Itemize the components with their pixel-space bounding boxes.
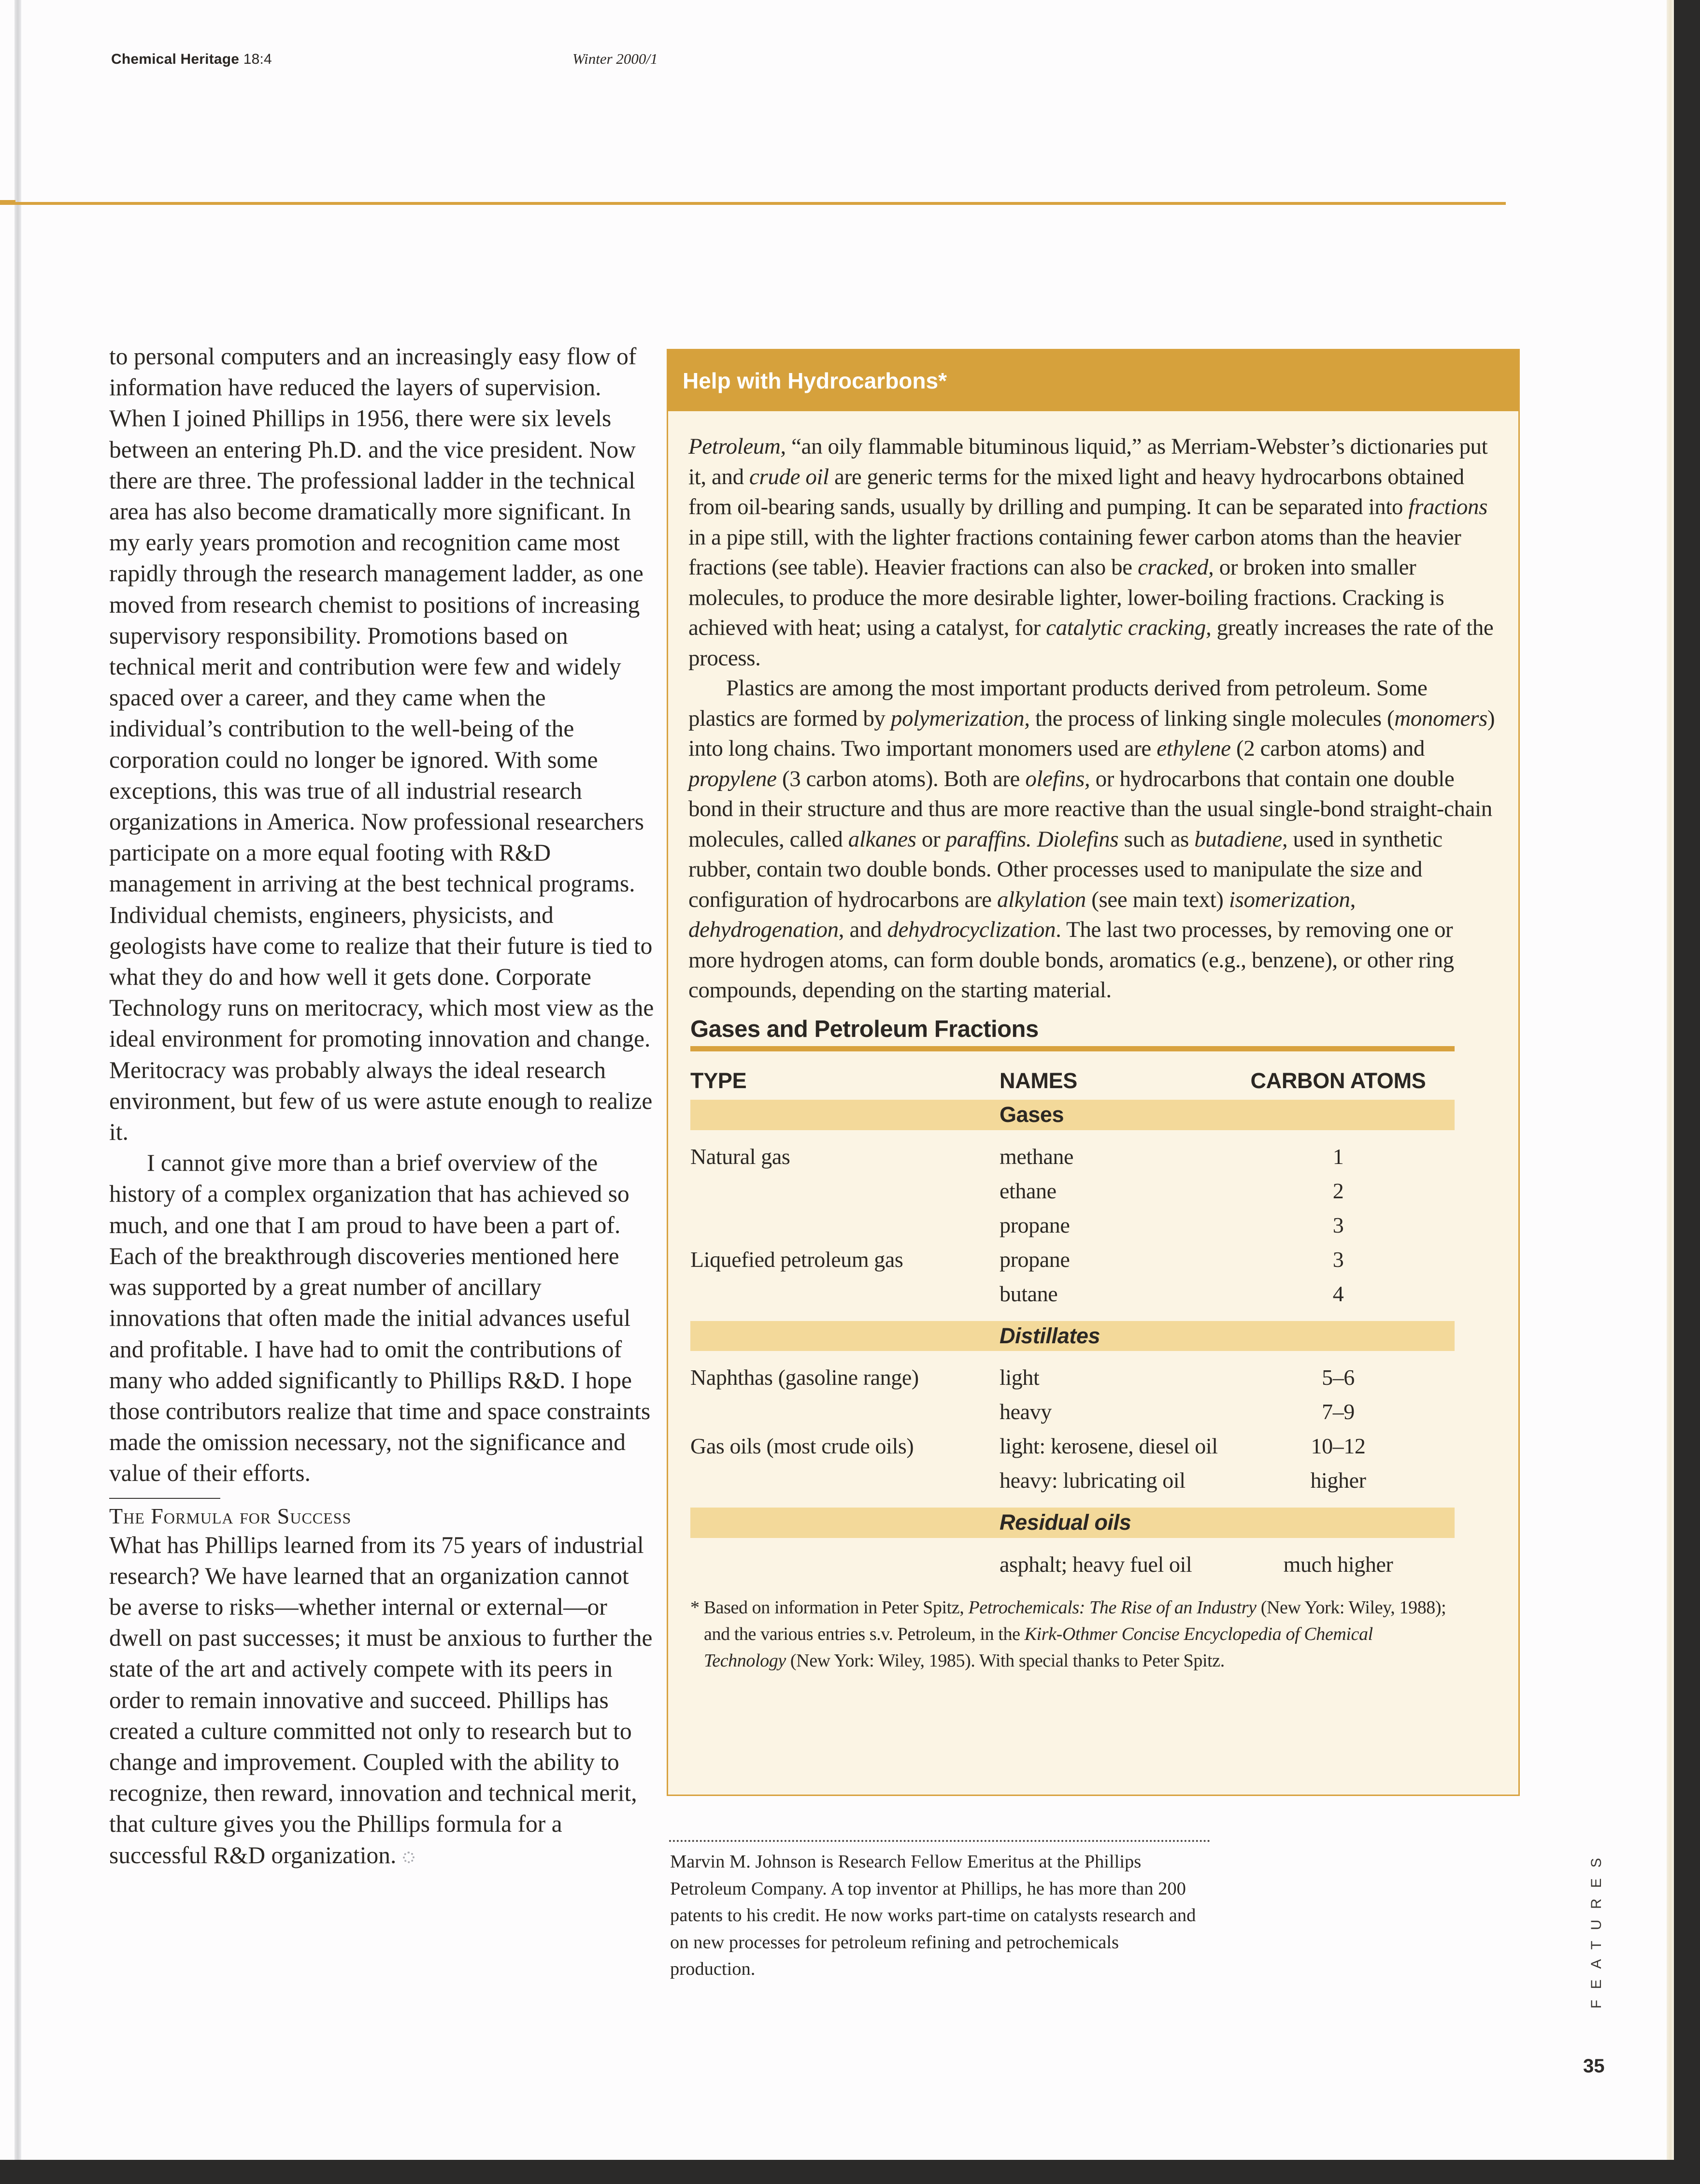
table-row: Liquefied petroleum gas propane 3 bbox=[690, 1247, 1344, 1272]
column-header-carbon-atoms: CARBON ATOMS bbox=[1250, 1068, 1426, 1093]
binding-gutter bbox=[14, 0, 21, 2160]
section-heading: The Formula for Success bbox=[109, 1503, 352, 1528]
main-article-column bbox=[109, 341, 655, 1871]
running-header bbox=[111, 51, 272, 68]
table-header-row bbox=[690, 1051, 1455, 1100]
table-row: heavy: lubricating oil higher bbox=[1000, 1468, 1366, 1493]
group-row-residual-oils: Residual oils bbox=[690, 1508, 1455, 1538]
table-title: Gases and Petroleum Fractions bbox=[690, 1016, 1039, 1042]
table-title-rule bbox=[690, 1046, 1455, 1051]
table-row: heavy 7–9 bbox=[1000, 1399, 1355, 1424]
body-paragraph: I cannot give more than a brief overview of the history of a complex organization that has achieved so much, and one that I am proud to have been a part of. Each of the breakthrough discoveries mentioned here was supported by a great number of ancillary innovations that often made the initial advances useful and profitable. I have had to omit the contributions of many who added significantly to Phillips R&D. I hope those contributors realize that time and space constraints made the omission necessary, not the significance and value of their efforts. bbox=[109, 1149, 651, 1487]
section-divider bbox=[109, 1498, 220, 1499]
table-row: butane 4 bbox=[1000, 1281, 1344, 1306]
body-paragraph bbox=[109, 1530, 655, 1871]
table-row: propane 3 bbox=[1000, 1212, 1344, 1237]
petroleum-fractions-table bbox=[690, 1051, 1455, 1582]
group-row-distillates: Distillates bbox=[690, 1321, 1455, 1351]
table-row: Naphthas (gasoline range) light 5–6 bbox=[690, 1365, 1355, 1390]
sidebar-footnote: * Based on information in Peter Spitz, Petrochemicals: The Rise of an Industry (New York: Wiley, 1988); and the various entries s.v. Petroleum, in the Kirk-Othmer Concise Encyclopedia of Chemical Technology (New York: Wiley, 1985). With special thanks to Peter Spitz. bbox=[690, 1597, 1446, 1671]
body-paragraph-text: What has Phillips learned from its 75 years of industrial research? We have learned that an organization cannot be averse to risks—whether internal or external—or dwell on past successes; it must be anxious to further the state of the art and actively compete with its peers in order to remain innovative and succeed. Phillips has created a culture committed not only to research but to change and improvement. Coupled with the ability to recognize, then reward, innovation and technical merit, that culture gives you the Phillips formula for a successful R&D organization. bbox=[109, 1531, 653, 1868]
section-label: FEATURES bbox=[1588, 1847, 1604, 2009]
column-header-type: TYPE bbox=[690, 1068, 747, 1093]
body-paragraph: to personal computers and an increasingly easy flow of information have reduced the layers of supervision. When I joined Phillips in 1956, there were six levels between an entering Ph.D. and the vice president. Now there are three. The professional ladder in the technical area has also become dramatically more significant. In my early years promotion and recognition came most rapidly through the research management ladder, as one moved from research chemist to positions of increasing supervisory responsibility. Promotions based on technical merit and contribution were few and widely spaced over a career, and they came when the individual’s contribution to the well-being of the corporation could no longer be ignored. With some exceptions, this was true of all industrial research organizations in America. Now professional researchers participate on a more equal footing with R&D management in arriving at the best technical programs. Individual chemists, engineers, physicists, and geologists have come to realize that their future is tied to what they do and how well it gets done. Corporate Technology runs on meritocracy, which most view as the ideal environment for promoting innovation and change. Meritocracy was probably always the ideal research environment, but few of us were astute enough to realize it. bbox=[109, 343, 654, 1146]
table-row: ethane 2 bbox=[1000, 1178, 1344, 1203]
issue-number: 18:4 bbox=[243, 51, 272, 67]
sidebar-body bbox=[668, 411, 1518, 1674]
page-edge bbox=[1667, 0, 1674, 2160]
table-row: Gas oils (most crude oils) light: kerosene, diesel oil 10–12 bbox=[690, 1434, 1366, 1459]
hydrocarbons-sidebar bbox=[667, 349, 1520, 1796]
page-number: 35 bbox=[1583, 2055, 1605, 2077]
publication-title: Chemical Heritage bbox=[111, 51, 240, 67]
sidebar-title: Help with Hydrocarbons* bbox=[668, 350, 1518, 411]
end-of-article-icon bbox=[403, 1852, 414, 1863]
table-row: asphalt; heavy fuel oil much higher bbox=[1000, 1552, 1393, 1577]
column-header-names: NAMES bbox=[1000, 1068, 1078, 1093]
bio-dotted-rule bbox=[669, 1840, 1210, 1842]
group-row-gases: Gases bbox=[690, 1100, 1455, 1130]
sidebar-paragraph: Petroleum, “an oily flammable bituminous liquid,” as Merriam-Webster’s dictionaries put it, and crude oil are generic terms for the mixed light and heavy hydrocarbons obtained from oil-bearing sands, usually by drilling and pumping. It can be separated into fractions in a pipe still, with the lighter fractions containing fewer carbon atoms than the heavier fractions (see table). Heavier fractions can also be cracked, or broken into smaller molecules, to produce the more desirable lighter, lower-boiling fractions. Cracking is achieved with heat; using a catalyst, for catalytic cracking, greatly increases the rate of the process. bbox=[688, 434, 1494, 671]
table-row: Natural gas methane 1 bbox=[690, 1144, 1344, 1169]
author-bio: Marvin M. Johnson is Research Fellow Emeritus at the Phillips Petroleum Company. A top inventor at Phillips, he has more than 200 patents to his credit. He now works part-time on catalysts research and on new processes for petroleum refining and petrochemicals production. bbox=[670, 1852, 1196, 1979]
sidebar-paragraph: Plastics are among the most important products derived from petroleum. Some plastics are formed by polymerization, the process of linking single molecules (monomers) into long chains. Two important monomers used are ethylene (2 carbon atoms) and propylene (3 carbon atoms). Both are olefins, or hydrocarbons that contain one double bond in their structure and thus are more reactive than the usual single-bond straight-chain molecules, called alkanes or paraffins. Diolefins such as butadiene, used in synthetic rubber, contain two double bonds. Other processes used to manipulate the size and configuration of hydrocarbons are alkylation (see main text) isomerization, dehydrogenation, and dehydrocyclization. The last two processes, by removing one or more hydrogen atoms, can form double bonds, aromatics (e.g., benzene), or other ring compounds, depending on the starting material. bbox=[688, 675, 1495, 1003]
header-rule bbox=[0, 202, 1506, 205]
issue-date: Winter 2000/1 bbox=[572, 50, 658, 67]
